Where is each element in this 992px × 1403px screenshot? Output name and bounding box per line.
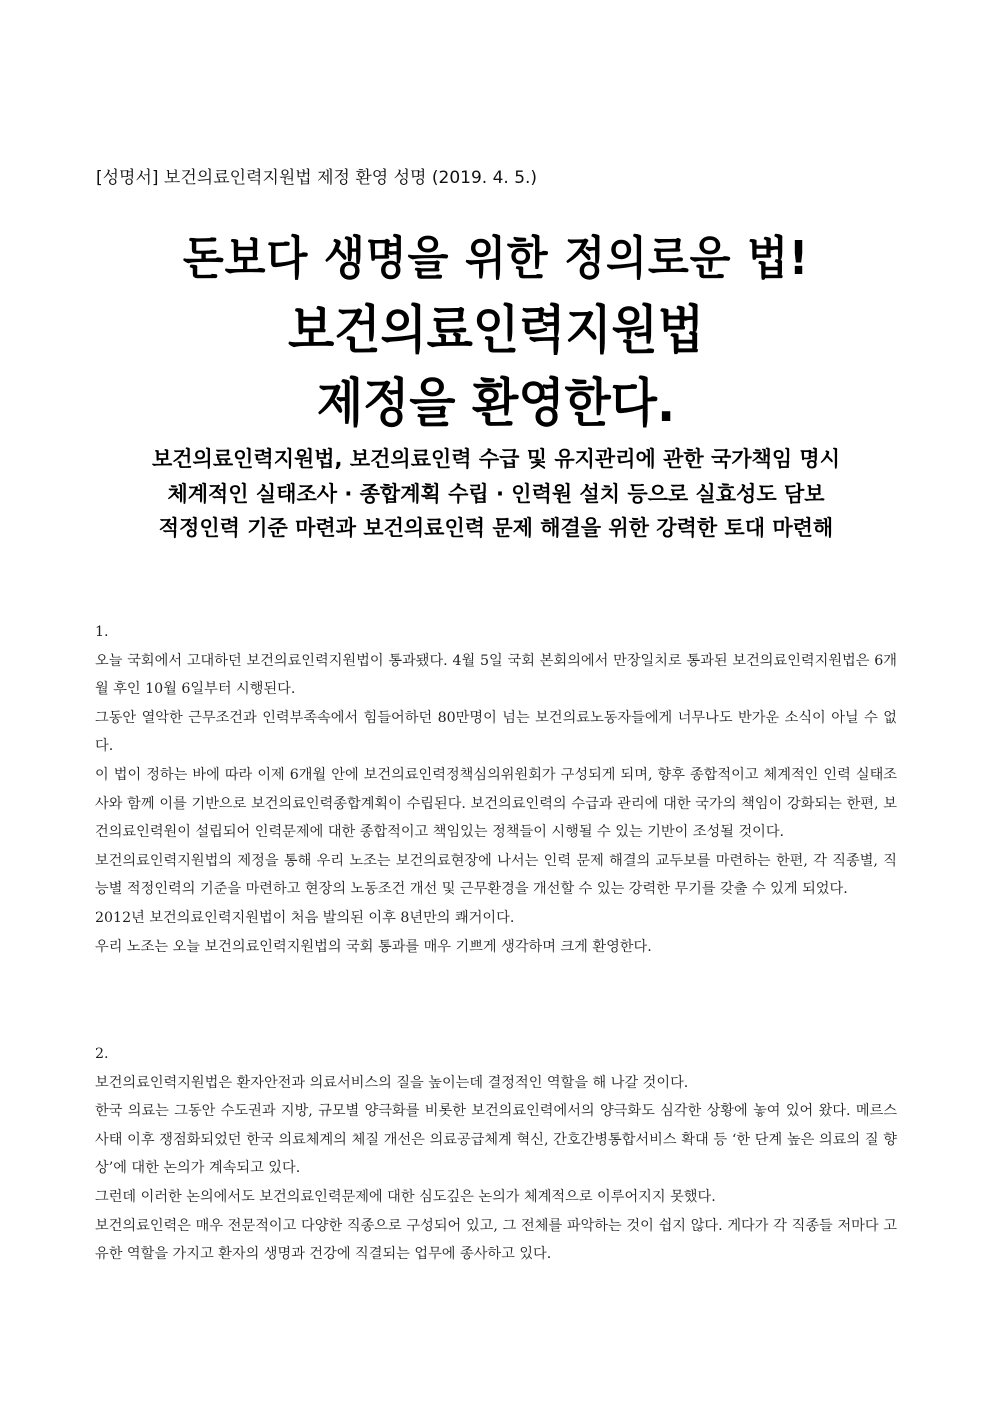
section-1 bbox=[95, 618, 897, 961]
section-2 bbox=[95, 1040, 897, 1269]
statement-header: [성명서] 보건의료인력지원법 제정 환영 성명 (2019. 4. 5.) bbox=[96, 168, 538, 188]
section-number: 1. bbox=[95, 624, 109, 640]
subheadline-3: 적정인력 기준 마련과 보건의료인력 문제 해결을 위한 강력한 토대 마련해 bbox=[158, 516, 834, 540]
paragraph: 우리 노조는 오늘 보건의료인력지원법의 국회 통과를 매우 기쁘게 생각하며 크게 환영한다. bbox=[95, 938, 652, 955]
paragraph: 그런데 이러한 논의에서도 보건의료인력문제에 대한 심도깊은 논의가 체계적으로 이루어지지 못했다. bbox=[95, 1188, 716, 1205]
subheadline-2: 체계적인 실태조사 · 종합계획 수립 · 인력원 설치 등으로 실효성도 담보 bbox=[167, 482, 825, 506]
headline-line-1: 돈보다 생명을 위한 정의로운 법! bbox=[182, 231, 810, 285]
headline-line-2: 보건의료인력지원법 bbox=[288, 301, 704, 361]
subheadline-1: 보건의료인력지원법, 보건의료인력 수급 및 유지관리에 관한 국가책임 명시 bbox=[151, 447, 841, 471]
paragraph: 보건의료인력지원법은 환자안전과 의료서비스의 질을 높이는데 결정적인 역할을 해 나갈 것이다. bbox=[95, 1074, 689, 1091]
paragraph: 보건의료인력지원법의 제정을 통해 우리 노조는 보건의료현장에 나서는 인력 문제 해결의 교두보를 마련하는 한편, 각 직종별, 직능별 적정인력의 기준을 마련하고 현장의 노동조건 개선 및 근무환경을 개선할 수 있는 강력한 무기를 갖출 수 있게 되었다. bbox=[95, 852, 897, 898]
paragraph: 오늘 국회에서 고대하던 보건의료인력지원법이 통과됐다. 4월 5일 국회 본회의에서 만장일치로 통과된 보건의료인력지원법은 6개월 후인 10월 6일부터 시행된다. bbox=[95, 652, 897, 698]
paragraph: 그동안 열악한 근무조건과 인력부족속에서 힘들어하던 80만명이 넘는 보건의료노동자들에게 너무나도 반가운 소식이 아닐 수 없다. bbox=[95, 709, 897, 755]
paragraph: 2012년 보건의료인력지원법이 처음 발의된 이후 8년만의 쾌거이다. bbox=[95, 909, 515, 926]
headline-line-3: 제정을 환영한다. bbox=[316, 374, 676, 434]
paragraph: 이 법이 정하는 바에 따라 이제 6개월 안에 보건의료인력정책심의위원회가 구성되게 되며, 향후 종합적이고 체계적인 인력 실태조사와 함께 이를 기반으로 보건의료인력종합계획이 수립된다. 보건의료인력의 수급과 관리에 대한 국가의 책임이 강화되는 한편, 보건의료인력원이 설립되어 인력문제에 대한 종합적이고 책임있는 정책들이 시행될 수 있는 기반이 조성될 것이다. bbox=[95, 766, 897, 841]
paragraph: 보건의료인력은 매우 전문적이고 다양한 직종으로 구성되어 있고, 그 전체를 파악하는 것이 쉽지 않다. 게다가 각 직종들 저마다 고유한 역할을 가지고 환자의 생명과 건강에 직결되는 업무에 종사하고 있다. bbox=[95, 1217, 897, 1263]
section-number: 2. bbox=[95, 1046, 109, 1062]
paragraph: 한국 의료는 그동안 수도권과 지방, 규모별 양극화를 비롯한 보건의료인력에서의 양극화도 심각한 상황에 놓여 있어 왔다. 메르스 사태 이후 쟁점화되었던 한국 의료체계의 체질 개선은 의료공급체계 혁신, 간호간병통합서비스 확대 등 ‘한 단계 높은 의료의 질 향상’에 대한 논의가 계속되고 있다. bbox=[95, 1103, 897, 1177]
